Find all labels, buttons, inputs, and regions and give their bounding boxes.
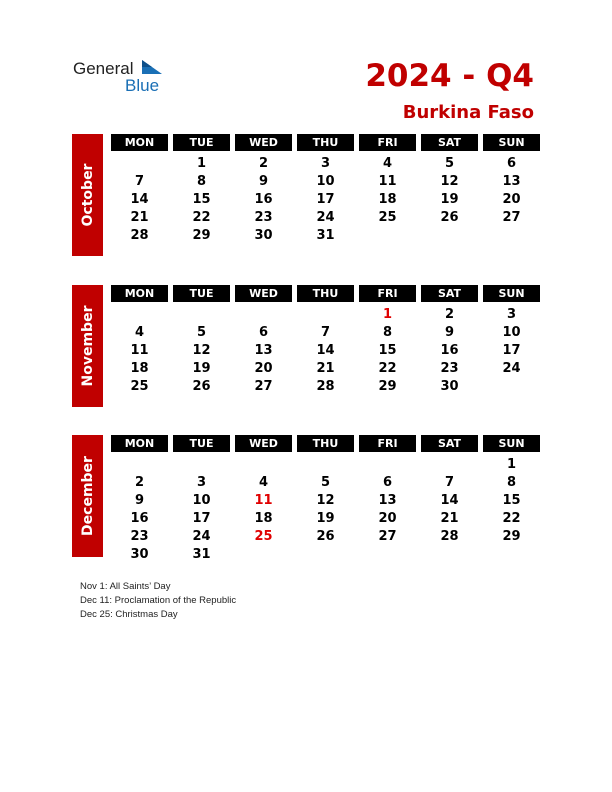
day-cell: 5 (196, 325, 207, 340)
day-cell: 9 (258, 174, 269, 189)
day-cell: 17 (192, 511, 211, 526)
week-row (111, 492, 540, 510)
empty-day-cell (235, 306, 292, 324)
day-cell: 26 (192, 379, 211, 394)
weekday-header: SUN (483, 285, 540, 302)
week-row (111, 546, 540, 564)
day-cell: 14 (440, 493, 459, 508)
day-cell: 8 (382, 325, 393, 340)
day-cell: 27 (378, 529, 397, 544)
day-cell: 5 (320, 475, 331, 490)
day-cell: 4 (258, 475, 269, 490)
weekday-header: FRI (359, 285, 416, 302)
day-cell: 26 (316, 529, 335, 544)
day-cell: 19 (192, 361, 211, 376)
day-cell: 25 (378, 210, 397, 225)
logo-word-blue: Blue (125, 76, 160, 95)
holiday-notes (80, 580, 236, 622)
day-cell: 19 (440, 192, 459, 207)
day-cell: 30 (254, 228, 273, 243)
day-cell: 18 (378, 192, 397, 207)
day-cell: 7 (320, 325, 331, 340)
day-cell: 3 (196, 475, 207, 490)
weekday-header: TUE (173, 285, 230, 302)
day-cell: 5 (444, 156, 455, 171)
empty-day-cell (483, 546, 540, 564)
week-row (111, 510, 540, 528)
day-cell: 14 (316, 343, 335, 358)
day-cell: 29 (192, 228, 211, 243)
empty-day-cell (297, 456, 354, 474)
day-cell: 24 (502, 361, 521, 376)
day-cell: 19 (316, 511, 335, 526)
day-cell: 16 (440, 343, 459, 358)
day-cell: 20 (378, 511, 397, 526)
day-cell: 31 (192, 547, 211, 562)
weekday-header: WED (235, 285, 292, 302)
empty-day-cell (483, 378, 540, 396)
week-row (111, 306, 540, 324)
empty-day-cell (359, 456, 416, 474)
day-cell: 10 (316, 174, 335, 189)
day-cell: 20 (502, 192, 521, 207)
weekday-header: TUE (173, 435, 230, 452)
weekday-header: THU (297, 285, 354, 302)
empty-day-cell (359, 546, 416, 564)
weekday-header: SUN (483, 435, 540, 452)
day-cell: 6 (382, 475, 393, 490)
day-cell: 13 (378, 493, 397, 508)
general-blue-logo (73, 58, 173, 98)
page-title: 2024 - Q4 (365, 58, 534, 94)
week-row (111, 227, 540, 245)
week-row (111, 173, 540, 191)
day-cell: 22 (378, 361, 397, 376)
weekday-header: SAT (421, 285, 478, 302)
day-cell: 27 (502, 210, 521, 225)
week-row (111, 324, 540, 342)
day-cell: 4 (134, 325, 145, 340)
day-cell: 7 (444, 475, 455, 490)
empty-day-cell (173, 306, 230, 324)
day-cell: 24 (316, 210, 335, 225)
week-row (111, 528, 540, 546)
weekday-header: FRI (359, 435, 416, 452)
empty-day-cell (235, 546, 292, 564)
day-cell: 11 (130, 343, 149, 358)
weekday-header: WED (235, 435, 292, 452)
day-cell: 23 (254, 210, 273, 225)
day-cell: 8 (196, 174, 207, 189)
day-cell: 18 (130, 361, 149, 376)
day-cell: 21 (130, 210, 149, 225)
day-cell: 17 (316, 192, 335, 207)
day-cell: 26 (440, 210, 459, 225)
day-cell: 13 (502, 174, 521, 189)
day-cell: 2 (444, 307, 455, 322)
day-cell: 15 (502, 493, 521, 508)
weekday-header: TUE (173, 134, 230, 151)
month-tab (72, 435, 103, 557)
weekday-header-row (111, 285, 540, 302)
holiday-note: Nov 1: All Saints’ Day (80, 581, 171, 592)
day-cell: 12 (316, 493, 335, 508)
day-cell: 6 (506, 156, 517, 171)
month-name: November (79, 305, 96, 387)
empty-day-cell (235, 456, 292, 474)
day-cell: 30 (440, 379, 459, 394)
day-cell: 16 (130, 511, 149, 526)
weekday-header: FRI (359, 134, 416, 151)
day-cell: 3 (320, 156, 331, 171)
day-cell: 27 (254, 379, 273, 394)
day-cell: 15 (192, 192, 211, 207)
day-cell: 4 (382, 156, 393, 171)
day-cell: 20 (254, 361, 273, 376)
day-cell: 11 (254, 493, 273, 508)
empty-day-cell (111, 306, 168, 324)
month-name: October (79, 163, 96, 227)
day-cell: 2 (134, 475, 145, 490)
day-cell: 9 (444, 325, 455, 340)
empty-day-cell (359, 227, 416, 245)
day-cell: 12 (192, 343, 211, 358)
day-cell: 30 (130, 547, 149, 562)
day-cell: 28 (316, 379, 335, 394)
weekday-header-row (111, 435, 540, 452)
holiday-note: Dec 11: Proclamation of the Republic (80, 595, 237, 606)
week-row (111, 209, 540, 227)
empty-day-cell (421, 227, 478, 245)
day-cell: 21 (440, 511, 459, 526)
day-cell: 28 (130, 228, 149, 243)
day-cell: 28 (440, 529, 459, 544)
day-cell: 13 (254, 343, 273, 358)
weekday-header: THU (297, 134, 354, 151)
day-cell: 25 (130, 379, 149, 394)
day-cell: 23 (440, 361, 459, 376)
weekday-header: SUN (483, 134, 540, 151)
weekday-header: MON (111, 285, 168, 302)
day-cell: 22 (502, 511, 521, 526)
week-row (111, 191, 540, 209)
day-cell: 3 (506, 307, 517, 322)
day-cell: 14 (130, 192, 149, 207)
day-cell: 2 (258, 156, 269, 171)
week-row (111, 342, 540, 360)
day-cell: 25 (254, 529, 273, 544)
weekday-header-row (111, 134, 540, 151)
day-cell: 24 (192, 529, 211, 544)
week-row (111, 474, 540, 492)
empty-day-cell (173, 456, 230, 474)
empty-day-cell (111, 155, 168, 173)
day-cell: 15 (378, 343, 397, 358)
empty-day-cell (111, 456, 168, 474)
empty-day-cell (421, 546, 478, 564)
empty-day-cell (483, 227, 540, 245)
country-name: Burkina Faso (402, 102, 534, 123)
day-cell: 7 (134, 174, 145, 189)
weekday-header: THU (297, 435, 354, 452)
day-cell: 22 (192, 210, 211, 225)
day-cell: 21 (316, 361, 335, 376)
day-cell: 16 (254, 192, 273, 207)
month-name: December (79, 456, 96, 536)
week-row (111, 456, 540, 474)
empty-day-cell (297, 546, 354, 564)
weekday-header: MON (111, 435, 168, 452)
day-cell: 18 (254, 511, 273, 526)
week-row (111, 155, 540, 173)
day-cell: 12 (440, 174, 459, 189)
day-cell: 17 (502, 343, 521, 358)
day-cell: 6 (258, 325, 269, 340)
empty-day-cell (421, 456, 478, 474)
week-row (111, 378, 540, 396)
day-cell: 1 (506, 457, 517, 472)
day-cell: 23 (130, 529, 149, 544)
holiday-note: Dec 25: Christmas Day (80, 609, 178, 620)
weekday-header: SAT (421, 435, 478, 452)
day-cell: 31 (316, 228, 335, 243)
day-cell: 10 (192, 493, 211, 508)
day-cell: 1 (196, 156, 207, 171)
logo-word-general: General (73, 59, 134, 78)
month-tab (72, 134, 103, 256)
day-cell: 10 (502, 325, 521, 340)
day-cell: 8 (506, 475, 517, 490)
day-cell: 9 (134, 493, 145, 508)
day-cell: 11 (378, 174, 397, 189)
weekday-header: MON (111, 134, 168, 151)
day-cell: 1 (382, 307, 393, 322)
empty-day-cell (297, 306, 354, 324)
month-tab (72, 285, 103, 407)
week-row (111, 360, 540, 378)
day-cell: 29 (502, 529, 521, 544)
logo-flag-icon (140, 60, 164, 78)
weekday-header: WED (235, 134, 292, 151)
weekday-header: SAT (421, 134, 478, 151)
day-cell: 29 (378, 379, 397, 394)
